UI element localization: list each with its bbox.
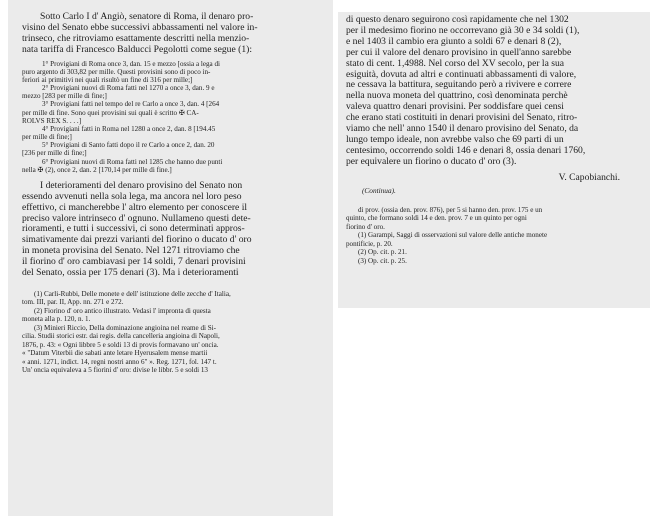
list-item: 2° Provigiani nuovi di Roma fatti nel 1270 a once 3, dan. 9 e: [42, 84, 215, 93]
author-signature: V. Capobianchi.: [558, 171, 620, 183]
footnote-line: (2) Fiorino d' oro antico illustrato. Vedasi l' impronta di questa: [34, 306, 211, 315]
text-line: I deterioramenti del denaro provisino del Senato non: [40, 180, 243, 191]
text-line: Sotto Carlo I d' Angiò, senatore di Roma, il denaro pro-: [40, 12, 254, 22]
text-line: esiguità, dovuta ad altri e continuati abbassamenti di valore,: [346, 69, 577, 80]
footnotes: [22, 290, 317, 375]
list-item: 5° Provigiani di Santo fatti dopo il re Carlo a once 2, dan. 20: [42, 141, 215, 150]
list-item: 3° Provigiani fatti nel tempo del re Carlo a once 3, dan. 4 [264: [42, 100, 220, 109]
footnote-line: di prov. (ossia den. prov. 876), per 5 si hanno den. prov. 175 e un: [358, 205, 543, 214]
text-line: del Senato, ossia per 175 denari (3). Ma i deterioramenti: [22, 268, 239, 279]
list-item: [236 per mille di fine;]: [22, 149, 87, 158]
left-column: [8, 0, 333, 516]
list-item: per mille di fine;]: [22, 133, 72, 142]
list-item: per mille di fine. Sono quei provisini sui quali è scritto ✠ CA-: [22, 108, 199, 117]
footnote-line: cilia. Studii storici estr. dai regis. della cancelleria angioina di Napoli,: [22, 332, 220, 341]
text-line: nata tariffa di Francesco Balducci Pegolotti come segue (1):: [22, 44, 252, 55]
text-line: rioramenti, e tutti i successivi, ci sono determinati appros-: [22, 224, 245, 235]
text-line: ne cessava la battitura, seguitando però a rivivere e correre: [346, 80, 572, 91]
footnote-line: (2) Op. cit. p. 21.: [358, 248, 407, 257]
list-item: feriori ai primitivi nei quali risultò un fine di 316 per mille;]: [22, 75, 193, 84]
footnote-line: quinto, che formano soldi 14 e den. prov. 7 e un quinto per ogni: [346, 214, 527, 223]
continued-note: (Continua).: [362, 185, 396, 195]
text-line: effettivo, ci mancherebbe l' altro elemento per conoscere il: [22, 202, 248, 213]
tariff-list: [22, 60, 317, 174]
footnote-line: « anni. 1271, indict. 14, regni nostri anno 6" ». Reg. 1271, fol. 147 t.: [22, 357, 217, 366]
footnote-line: (1) Carli-Rubbi, Delle monete e dell' istituzione delle zecche d' Italia,: [34, 289, 231, 298]
text-line: preciso valore intrinseco d' ognuno. Nullameno questi dete-: [22, 213, 251, 224]
text-line: valeva quattro denari provisini. Per soddisfare quei censi: [346, 102, 564, 113]
text-line: che erano stati costituiti in denari provisini del Senato, ritro-: [346, 113, 578, 124]
text-line: essendo avvenuti nella sola lega, ma ancora nel loro peso: [22, 191, 242, 202]
text-line: di questo denaro seguirono così rapidamente che nel 1302: [346, 15, 569, 25]
text-line: viamo che nell' anno 1540 il denaro provisino del Senato, da: [346, 124, 579, 135]
footnote-line: moneta alla p. 120, n. 1.: [22, 315, 91, 324]
footnote-line: Un' oncia equivaleva a 5 fiorini d' oro: divise le libbr. 5 e soldi 13: [22, 366, 208, 375]
text-line: nella nuova moneta del quattrino, così denominata perchè: [346, 91, 568, 102]
text-line: simativamente dai prezzi varianti del fiorino o ducato d' oro: [22, 235, 252, 246]
text-line: per equivalere un fiorino o ducato d' oro (3).: [346, 156, 517, 167]
list-item: 1° Provigiani di Roma once 3, dan. 15 e mezzo [ossia a lega di: [42, 59, 220, 68]
list-item: ROLVS REX S. . . .]: [22, 116, 82, 125]
text-line: e nel 1403 il cambio era giunto a soldi 67 e denari 8 (2),: [346, 36, 562, 47]
footnote-line: « "Datum Viterbii die sabati ante letare Hyerusalem mense martii: [22, 349, 208, 358]
list-item: 4° Provigiani fatti in Roma nel 1280 a once 2, dan. 8 [194.45: [42, 124, 216, 133]
text-line: per cui il valore del denaro provisino in quell'anno sarebbe: [346, 47, 572, 58]
text-line: lungo tempo ideale, non avrebbe valso che 69 parti di un: [346, 134, 564, 145]
text-line: trinseco, che ritroviamo esattamente descritti nella menzio-: [22, 33, 250, 44]
list-item: nella ✠ (2), once 2, dan. 2 [170,14 per mille di fine.]: [22, 165, 172, 174]
text-line: in moneta provisina del Senato. Nel 1271 ritroviamo che: [22, 246, 240, 257]
footnote-line: tom. III, par. II, App. nn. 271 e 272.: [22, 298, 124, 307]
text-line: per il medesimo fiorino ne occorrevano già 30 e 34 soldi (1),: [346, 25, 580, 36]
intro-paragraph: [22, 12, 317, 56]
text-line: il fiorino d' oro cambiavasi per 14 soldi, 7 denari provisini: [22, 257, 246, 268]
footnote-line: (1) Garampi, Saggi di osservazioni sul valore delle antiche monete: [358, 231, 548, 240]
footnotes: [346, 206, 642, 266]
body-paragraph: [22, 181, 317, 279]
text-line: visino del Senato ebbe successivi abbassamenti nel valore in-: [22, 22, 258, 33]
footnote-line: (3) Op. cit. p. 25.: [358, 256, 407, 265]
footnote-line: 1876, p. 43: « Ogni libbre 5 e soldi 13 di provis formavano un' oncia.: [22, 340, 219, 349]
footnote-line: (3) Minieri Riccio, Della dominazione angioina nel reame di Si-: [34, 323, 217, 332]
list-item: puro argento di 303,82 per mille. Questi provisini sono di poco in-: [22, 67, 211, 76]
body-paragraph: [346, 15, 642, 168]
text-line: stato di cent. 1,4988. Nel corso del XV secolo, per la sua: [346, 58, 565, 69]
list-item: mezzo [283 per mille di fine;]: [22, 92, 107, 101]
list-item: 6° Provigiani nuovi di Roma fatti nel 1285 che hanno due punti: [42, 157, 223, 166]
right-column: [338, 12, 650, 308]
footnote-line: fiorino d' oro.: [346, 222, 385, 231]
text-line: centesimo, occorrendo soldi 146 e denari 8, ossia denari 1760,: [346, 145, 586, 156]
footnote-line: pontificie, p. 20.: [346, 239, 393, 248]
